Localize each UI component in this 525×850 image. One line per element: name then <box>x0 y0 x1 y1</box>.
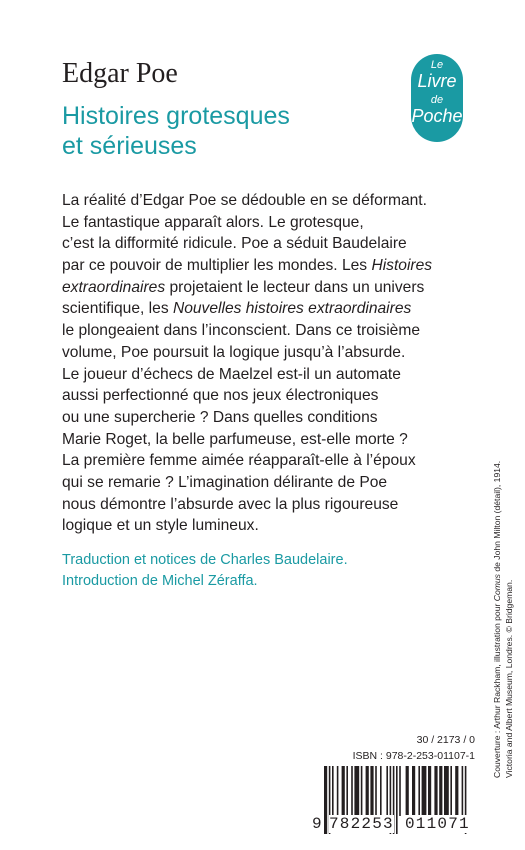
blurb-line <box>62 298 447 320</box>
blurb-line <box>62 212 447 234</box>
barcode-bar <box>337 766 339 816</box>
credit-line: Traduction et notices de Charles Baudelaire. <box>62 552 348 568</box>
barcode-bar <box>428 766 431 816</box>
barcode-bar <box>366 766 369 816</box>
cover-illustration-credit <box>491 460 525 778</box>
book-blurb <box>62 190 447 537</box>
logo-text: de <box>430 94 444 106</box>
translation-credits <box>62 550 422 592</box>
barcode-bar <box>439 766 442 816</box>
text-run: Le joueur d’échecs de Maelzel est-il un automate <box>62 365 401 383</box>
barcode-bar <box>346 766 348 816</box>
barcode-bar <box>380 766 382 816</box>
text-run: volume, Poe poursuit la logique jusqu’à l’absurde. <box>62 343 406 361</box>
barcode-digits-left: 782253 <box>329 815 394 833</box>
barcode-digits <box>312 813 482 835</box>
book-title <box>62 101 402 161</box>
barcode-bar <box>342 766 345 816</box>
blurb-line <box>62 450 447 472</box>
logo-text: Poche <box>411 106 463 126</box>
barcode-bar <box>406 766 409 816</box>
side-credit-line <box>491 460 503 778</box>
text-run: Couverture : Arthur Rackham, illustration pour <box>492 601 502 778</box>
blurb-line <box>62 515 447 537</box>
blurb-line <box>62 255 447 277</box>
barcode-bar <box>399 766 401 816</box>
text-run: Marie Roget, la belle parfumeuse, est-elle morte ? <box>62 430 408 448</box>
text-run: de John Milton (détail), 1914. <box>492 460 502 575</box>
side-credit-line <box>503 478 515 778</box>
blurb-line <box>62 342 447 364</box>
barcode-bar <box>455 766 458 816</box>
barcode-bar <box>422 766 427 816</box>
blurb-line <box>62 385 447 407</box>
text-run: scientifique, les <box>62 300 173 318</box>
blurb-line <box>62 494 447 516</box>
italic-title-text: extraordinaires <box>62 278 166 296</box>
text-run: nous démontre l’absurde avec la plus rigoureuse <box>62 495 399 513</box>
barcode-bar <box>444 766 449 816</box>
blurb-line <box>62 320 447 342</box>
barcode-bar <box>434 766 437 816</box>
credit-line: Introduction de Michel Zéraffa. <box>62 573 258 589</box>
text-run: c’est la difformité ridicule. Poe a séduit Baudelaire <box>62 235 407 253</box>
barcode-bar <box>370 766 373 816</box>
text-run: projetaient le lecteur dans un univers <box>165 278 425 296</box>
barcode-bar <box>332 766 334 816</box>
blurb-line <box>62 429 447 451</box>
livre-de-poche-logo <box>411 54 463 142</box>
title-line: Histoires grotesques <box>62 102 290 130</box>
barcode-digits-right: 011071 <box>405 815 470 833</box>
blurb-line <box>62 407 447 429</box>
book-codes <box>330 732 475 764</box>
barcode-bar <box>412 766 415 816</box>
logo-text: Le <box>430 59 444 71</box>
blurb-line <box>62 277 447 299</box>
text-run: le plongeaient dans l’inconscient. Dans ce troisième <box>62 322 420 340</box>
blurb-line <box>62 364 447 386</box>
italic-title-text: Histoires <box>371 257 433 275</box>
barcode-bar <box>351 766 353 816</box>
italic-title-text: Nouvelles histoires extraordinaires <box>172 300 412 318</box>
barcode-bar <box>354 766 359 816</box>
barcode-digit-first: 9 <box>312 815 322 833</box>
isbn-number: ISBN : 978-2-253-01107-1 <box>352 750 475 762</box>
title-line: et sérieuses <box>62 132 197 160</box>
text-run: qui se remarie ? L’imagination délirante de Poe <box>62 473 388 491</box>
text-run: ou une supercherie ? Dans quelles conditions <box>62 408 378 426</box>
barcode-bar <box>418 766 420 816</box>
text-run: Le fantastique apparaît alors. Le grotesque, <box>62 213 364 231</box>
blurb-line <box>62 472 447 494</box>
text-run: logique et un style lumineux. <box>62 517 259 535</box>
barcode-bar <box>462 766 464 816</box>
blurb-line <box>62 233 447 255</box>
text-run: aussi perfectionné que nos jeux électroniques <box>62 387 379 405</box>
author-name: Edgar Poe <box>62 58 178 89</box>
text-run: Victoria and Albert Museum, Londres. © Bridgeman. <box>504 579 514 778</box>
barcode-bar <box>450 766 452 816</box>
text-run: La réalité d’Edgar Poe se dédouble en se déformant. <box>62 192 427 209</box>
logo-text: Livre <box>417 71 457 91</box>
text-run: La première femme aimée réapparaît-elle à l’époux <box>62 452 416 470</box>
barcode-bar <box>361 766 363 816</box>
text-run: par ce pouvoir de multiplier les mondes. Les <box>62 257 372 275</box>
italic-title-text: Comus <box>492 574 502 602</box>
catalog-code: 30 / 2173 / 0 <box>416 734 475 746</box>
barcode-bar <box>386 766 388 816</box>
blurb-line <box>62 190 447 212</box>
barcode-bar <box>375 766 377 816</box>
